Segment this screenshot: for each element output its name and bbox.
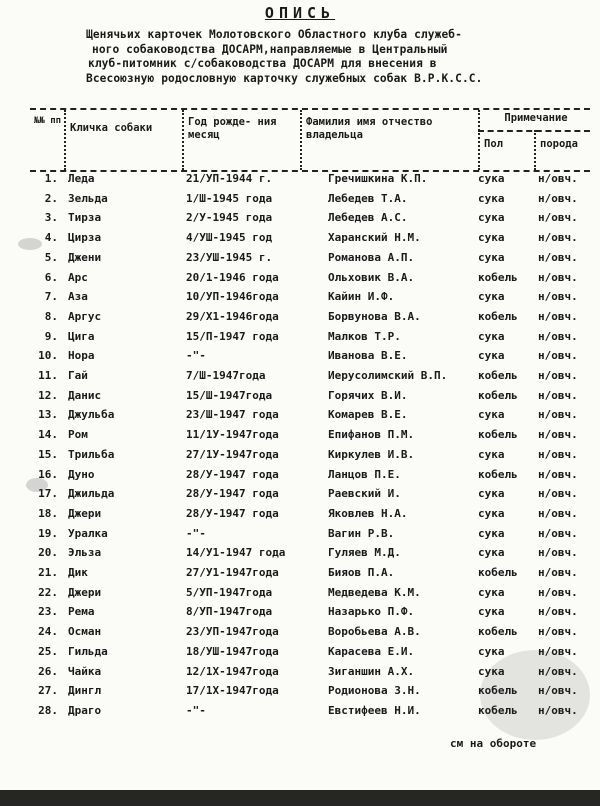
- birth-date: 20/1-1946 года: [186, 270, 279, 284]
- owner-name: Харанский Н.М.: [328, 231, 421, 245]
- dog-sex: кобель: [478, 625, 518, 639]
- row-number: 15.: [38, 447, 58, 461]
- intro-paragraph: [86, 28, 586, 86]
- dog-name: Аза: [68, 290, 88, 304]
- header-number: №№ пп: [34, 116, 62, 126]
- birth-date: 27/У1-1947года: [186, 566, 279, 579]
- owner-name: Иерусолимский В.П.: [328, 369, 448, 382]
- birth-date: 5/УП-1947года: [186, 585, 273, 599]
- table-row: [30, 269, 590, 289]
- dog-sex: сука: [478, 487, 505, 501]
- dog-sex: сука: [478, 546, 505, 560]
- owner-name: Воробьева А.В.: [328, 625, 421, 639]
- row-number: 16.: [38, 467, 58, 481]
- table-row: [30, 544, 590, 564]
- intro-line: клуб-питомник с/собаководства ДОСАРМ для внесения в: [88, 57, 437, 71]
- owner-name: Вагин Р.В.: [328, 526, 395, 540]
- dog-breed: н/овч.: [538, 349, 578, 363]
- dog-breed: н/овч.: [538, 329, 578, 343]
- dog-name: Гильда: [68, 644, 108, 658]
- table-row: [30, 623, 590, 643]
- dog-name: Джери: [68, 506, 102, 520]
- dog-name: Чайка: [68, 664, 102, 678]
- header-dog-name: Кличка собаки: [70, 122, 153, 134]
- birth-date: -"-: [186, 703, 206, 717]
- dog-sex: сука: [478, 349, 505, 363]
- row-number: 2.: [44, 191, 58, 205]
- row-number: 6.: [44, 270, 58, 284]
- row-number: 8.: [44, 309, 58, 323]
- row-number: 23.: [38, 605, 58, 619]
- birth-date: 12/1Х-1947года: [186, 664, 279, 678]
- birth-date: 27/1У-1947года: [186, 447, 279, 461]
- header-divider: [478, 110, 480, 170]
- dog-sex: кобель: [478, 703, 518, 717]
- row-number: 5.: [44, 250, 58, 264]
- dog-name: Драго: [68, 703, 102, 717]
- dog-breed: н/овч.: [538, 684, 578, 698]
- dog-sex: кобель: [478, 428, 518, 442]
- owner-name: Зиганшин А.Х.: [328, 664, 415, 678]
- dog-breed: н/овч.: [538, 487, 578, 501]
- row-number: 14.: [38, 428, 58, 442]
- dog-sex: сука: [478, 506, 505, 520]
- owner-name: Евстифеев Н.И.: [328, 703, 421, 717]
- scan-smudge: [480, 650, 590, 740]
- dog-sex: сука: [478, 447, 505, 461]
- owner-name: Борвунова В.А.: [328, 309, 421, 323]
- dog-name: Трильба: [68, 447, 115, 461]
- dog-breed: н/овч.: [538, 369, 578, 382]
- row-number: 20.: [38, 546, 58, 560]
- dog-sex: сука: [478, 664, 505, 678]
- row-number: 7.: [44, 290, 58, 304]
- birth-date: 21/УП-1944 г.: [186, 172, 273, 185]
- dog-name: Уралка: [68, 526, 108, 540]
- dog-sex: кобель: [478, 684, 518, 698]
- header-divider: [300, 110, 302, 170]
- dog-sex: сука: [478, 408, 505, 422]
- dog-breed: н/овч.: [538, 231, 578, 245]
- dog-breed: н/овч.: [538, 664, 578, 678]
- birth-date: 7/Ш-1947года: [186, 369, 266, 382]
- intro-line: Щенячьих карточек Молотовского Областного клуба служеб-: [86, 28, 462, 41]
- owner-name: Горячих В.И.: [328, 388, 408, 402]
- dog-breed: н/овч.: [538, 526, 578, 540]
- row-number: 28.: [38, 703, 58, 717]
- birth-date: 23/УП-1947года: [186, 625, 279, 639]
- dog-sex: сука: [478, 250, 505, 264]
- dog-breed: н/овч.: [538, 467, 578, 481]
- dog-name: Дуно: [68, 467, 95, 481]
- dog-name: Гай: [68, 369, 88, 382]
- scan-edge: [0, 790, 600, 806]
- row-number: 9.: [44, 329, 58, 343]
- dog-sex: сука: [478, 211, 505, 225]
- dog-name: Зельда: [68, 191, 108, 205]
- row-number: 26.: [38, 664, 58, 678]
- table-row: [30, 209, 590, 229]
- owner-name: Назарько П.Ф.: [328, 605, 415, 619]
- scan-smudge: [18, 238, 42, 250]
- owner-name: Лебедев Т.А.: [328, 191, 408, 205]
- dog-breed: н/овч.: [538, 546, 578, 560]
- row-number: 13.: [38, 408, 58, 422]
- owner-name: Иванова В.Е.: [328, 349, 408, 363]
- row-number: 27.: [38, 684, 58, 698]
- dog-breed: н/овч.: [538, 408, 578, 422]
- birth-date: 11/1У-1947года: [186, 428, 279, 442]
- row-number: 24.: [38, 625, 58, 639]
- table-row: [30, 564, 590, 584]
- table-row: [30, 367, 590, 387]
- dog-name: Джени: [68, 250, 102, 264]
- dog-sex: сука: [478, 172, 505, 185]
- table-header: [30, 108, 590, 172]
- table-row: [30, 308, 590, 328]
- dog-sex: кобель: [478, 369, 518, 382]
- dog-name: Тирза: [68, 211, 102, 225]
- table-row: [30, 229, 590, 249]
- table-row: [30, 249, 590, 269]
- dog-sex: сука: [478, 231, 505, 245]
- dog-breed: н/овч.: [538, 211, 578, 225]
- dog-breed: н/овч.: [538, 605, 578, 619]
- table-row: [30, 584, 590, 604]
- owner-name: Бияов П.А.: [328, 566, 395, 579]
- dog-name: Джульба: [68, 408, 115, 422]
- owner-name: Яковлев Н.А.: [328, 506, 408, 520]
- header-divider: [182, 110, 184, 170]
- dog-name: Осман: [68, 625, 102, 639]
- row-number: 18.: [38, 506, 58, 520]
- birth-date: 10/УП-1946года: [186, 290, 279, 304]
- owner-name: Комарев В.Е.: [328, 408, 408, 422]
- dog-name: Аргус: [68, 309, 102, 323]
- birth-date: 1/Ш-1945 года: [186, 191, 273, 205]
- table-row: [30, 426, 590, 446]
- birth-date: 2/У-1945 года: [186, 211, 273, 225]
- table-row: [30, 525, 590, 545]
- table-row: [30, 446, 590, 466]
- dog-name: Цирза: [68, 231, 102, 245]
- owner-name: Родионова З.Н.: [328, 684, 421, 698]
- dog-sex: кобель: [478, 388, 518, 402]
- header-divider: [534, 130, 536, 170]
- row-number: 25.: [38, 644, 58, 658]
- header-sex: Пол: [484, 138, 503, 150]
- dog-name: Рема: [68, 605, 95, 619]
- header-breed: порода: [540, 138, 578, 150]
- row-number: 4.: [44, 231, 58, 245]
- dog-sex: кобель: [478, 270, 518, 284]
- row-number: 19.: [38, 526, 58, 540]
- table-row: [30, 603, 590, 623]
- owner-name: Романова А.П.: [328, 250, 415, 264]
- owner-name: Раевский И.: [328, 487, 401, 501]
- dog-name: Арс: [68, 270, 88, 284]
- dog-name: Эльза: [68, 546, 102, 560]
- birth-date: -"-: [186, 349, 206, 363]
- scan-smudge: [26, 478, 48, 492]
- dog-name: Джери: [68, 585, 102, 599]
- owner-name: Кайин И.Ф.: [328, 290, 395, 304]
- row-number: 17.: [38, 487, 58, 501]
- header-birth-date: Год рожде- ния месяц: [188, 116, 277, 141]
- dog-breed: н/овч.: [538, 428, 578, 442]
- row-number: 11.: [38, 369, 58, 382]
- row-number: 10.: [38, 349, 58, 363]
- owner-name: Малков Т.Р.: [328, 329, 401, 343]
- dog-breed: н/овч.: [538, 250, 578, 264]
- birth-date: 15/П-1947 года: [186, 329, 279, 343]
- dog-name: Леда: [68, 172, 95, 185]
- dog-sex: сука: [478, 526, 505, 540]
- dog-sex: сука: [478, 644, 505, 658]
- table-row: [30, 485, 590, 505]
- dog-breed: н/овч.: [538, 309, 578, 323]
- owner-name: Карасева Е.И.: [328, 644, 415, 658]
- birth-date: 23/Ш-1947 года: [186, 408, 279, 422]
- dog-sex: сука: [478, 605, 505, 619]
- birth-date: 28/У-1947 года: [186, 487, 279, 501]
- birth-date: -"-: [186, 526, 206, 540]
- dog-breed: н/овч.: [538, 566, 578, 579]
- row-number: 3.: [44, 211, 58, 225]
- owner-name: Киркулев И.В.: [328, 447, 415, 461]
- dog-sex: кобель: [478, 467, 518, 481]
- table-row: [30, 406, 590, 426]
- table-row: [30, 387, 590, 407]
- dog-breed: н/овч.: [538, 625, 578, 639]
- row-number: 12.: [38, 388, 58, 402]
- dog-name: Дик: [68, 566, 88, 579]
- dog-breed: н/овч.: [538, 290, 578, 304]
- document-title: ОПИСЬ: [264, 4, 336, 22]
- dog-sex: сука: [478, 191, 505, 205]
- intro-line: ного собаководства ДОСАРМ,направляемые в Центральный: [92, 42, 448, 56]
- table-row: [30, 288, 590, 308]
- birth-date: 18/УШ-1947года: [186, 644, 279, 658]
- table-row: [30, 505, 590, 525]
- birth-date: 4/УШ-1945 год: [186, 231, 273, 245]
- dog-sex: кобель: [478, 309, 518, 323]
- birth-date: 28/У-1947 года: [186, 506, 279, 520]
- table-row: [30, 328, 590, 348]
- dog-name: Джильда: [68, 487, 115, 501]
- birth-date: 8/УП-1947года: [186, 605, 273, 619]
- dog-breed: н/овч.: [538, 703, 578, 717]
- owner-name: Медведева К.М.: [328, 585, 421, 599]
- dog-name: Дингл: [68, 684, 102, 698]
- dog-name: Данис: [68, 388, 102, 402]
- row-number: 22.: [38, 585, 58, 599]
- row-number: 21.: [38, 566, 58, 579]
- owner-name: Гуляев М.Д.: [328, 546, 401, 560]
- birth-date: 15/Ш-1947года: [186, 388, 273, 402]
- dog-breed: н/овч.: [538, 191, 578, 205]
- birth-date: 14/У1-1947 года: [186, 546, 286, 560]
- dog-breed: н/овч.: [538, 585, 578, 599]
- owner-name: Епифанов П.М.: [328, 428, 415, 442]
- table-row: [30, 170, 590, 190]
- intro-line: Всесоюзную родословную карточку служебных собак В.Р.К.С.С.: [86, 71, 483, 85]
- birth-date: 17/1Х-1947года: [186, 684, 279, 698]
- dog-sex: сука: [478, 585, 505, 599]
- owner-name: Ланцов П.Е.: [328, 467, 401, 481]
- table-row: [30, 190, 590, 210]
- owner-name: Лебедев А.С.: [328, 211, 408, 225]
- birth-date: 29/Х1-1946года: [186, 309, 279, 323]
- dog-sex: сука: [478, 329, 505, 343]
- dog-sex: кобель: [478, 566, 518, 579]
- dog-name: Цига: [68, 329, 95, 343]
- birth-date: 23/УШ-1945 г.: [186, 250, 273, 264]
- owner-name: Ольховик В.А.: [328, 270, 415, 284]
- birth-date: 28/У-1947 года: [186, 467, 279, 481]
- footer-note: см на обороте: [450, 737, 537, 750]
- dog-name: Нора: [68, 349, 95, 363]
- dog-breed: н/овч.: [538, 644, 578, 658]
- dog-sex: сука: [478, 290, 505, 304]
- owner-name: Гречишкина К.П.: [328, 172, 428, 185]
- table-row: [30, 466, 590, 486]
- header-divider: [64, 110, 66, 170]
- dog-breed: н/овч.: [538, 388, 578, 402]
- dog-breed: н/овч.: [538, 447, 578, 461]
- row-number: 1.: [44, 172, 58, 185]
- header-owner: Фамилия имя отчество владельца: [306, 116, 433, 141]
- dog-breed: н/овч.: [538, 172, 578, 185]
- header-note: Примечание: [504, 112, 568, 124]
- dog-breed: н/овч.: [538, 270, 578, 284]
- dog-name: Ром: [68, 428, 88, 442]
- dog-breed: н/овч.: [538, 506, 578, 520]
- table-row: [30, 347, 590, 367]
